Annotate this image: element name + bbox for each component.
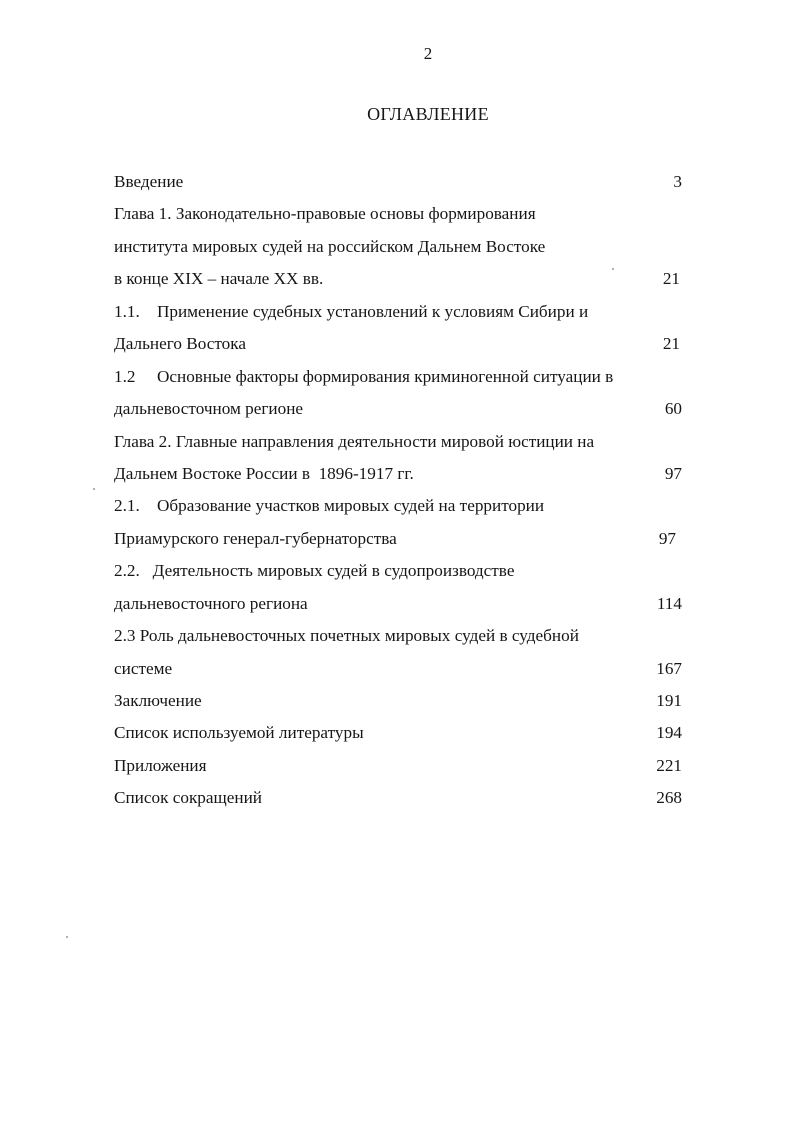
page-title: ОГЛАВЛЕНИЕ	[367, 104, 489, 124]
toc-entry-page: 167	[656, 658, 682, 678]
toc-entry-text: в конце XIX – начале XX вв.	[114, 269, 324, 289]
toc-entry-text: 1.1. Применение судебных установлений к условиям Сибири и	[114, 301, 589, 321]
toc-entry-text: Приамурского генерал-губернаторства	[114, 528, 397, 548]
toc-entry-text: Приложения	[114, 755, 207, 775]
toc-entry-bibliography	[114, 717, 684, 749]
toc-entry-page: 3	[673, 172, 682, 191]
toc-entry-section-1-2-end	[114, 393, 684, 425]
toc-entry-page: 114	[656, 593, 682, 613]
toc-entry-page: 60	[664, 399, 682, 419]
toc-entry-text: Список используемой литературы	[114, 723, 364, 743]
toc-entry-text: 2.2. Деятельность мировых судей в судопроизводстве	[114, 561, 515, 581]
toc-entry-page: 21	[662, 334, 680, 354]
toc-entry-text: системе	[114, 658, 173, 678]
toc-entry-section-1-1	[114, 296, 684, 328]
toc-entry-text: 2.1. Образование участков мировых судей на территории	[114, 496, 545, 516]
toc-entry-page: 97	[658, 528, 676, 548]
toc-entry-chapter-1-end	[114, 263, 684, 295]
toc-entry-text: Введение	[114, 172, 184, 191]
toc-entry-page: 97	[664, 463, 682, 483]
toc-entry-text: дальневосточном регионе	[114, 399, 304, 419]
toc-entry-section-2-2-end	[114, 588, 684, 620]
toc-entry-section-2-1	[114, 490, 684, 522]
toc-entry-section-2-1-end	[114, 523, 684, 555]
toc-entry-text: Глава 2. Главные направления деятельности мировой юстиции на	[114, 431, 595, 451]
toc-entry-abbreviations	[114, 782, 684, 814]
scan-speck	[612, 268, 614, 270]
toc-entry-introduction	[114, 166, 684, 198]
toc-entry-chapter-1-cont	[114, 231, 684, 263]
toc-entry-text: Дальнего Востока	[114, 334, 246, 354]
toc-entry-page: 21	[662, 269, 680, 289]
toc-entry-text: дальневосточного региона	[114, 593, 308, 613]
toc-entry-text: Глава 1. Законодательно-правовые основы формирования	[114, 204, 536, 224]
toc-entry-section-1-1-end	[114, 328, 684, 360]
toc-entry-text: Дальнем Востоке России в 1896-1917 гг.	[114, 463, 414, 483]
toc-entry-section-2-3	[114, 620, 684, 652]
toc-entry-section-2-2	[114, 555, 684, 587]
toc-entry-chapter-2	[114, 426, 684, 458]
toc-entry-chapter-1	[114, 198, 684, 230]
toc-entry-page: 194	[656, 723, 682, 743]
toc-entry-chapter-2-end	[114, 458, 684, 490]
toc-entry-page: 268	[656, 788, 682, 808]
page-number: 2	[423, 44, 433, 63]
toc-entry-conclusion	[114, 685, 684, 717]
toc-entry-page: 221	[656, 755, 682, 775]
toc-entry-text: 1.2 Основные факторы формирования криминогенной ситуации в	[114, 366, 614, 386]
scan-speck	[93, 488, 95, 490]
toc-entry-page: 191	[656, 691, 682, 710]
scan-speck	[66, 936, 68, 938]
toc-entry-text: института мировых судей на российском Дальнем Востоке	[114, 236, 546, 256]
toc-entry-text: Заключение	[114, 691, 202, 710]
toc-entry-section-2-3-end	[114, 653, 684, 685]
table-of-contents	[114, 166, 684, 815]
toc-entry-text: 2.3 Роль дальневосточных почетных мировых судей в судебной	[114, 626, 579, 646]
toc-entry-text: Список сокращений	[114, 788, 262, 808]
toc-entry-appendices	[114, 750, 684, 782]
toc-entry-section-1-2	[114, 361, 684, 393]
